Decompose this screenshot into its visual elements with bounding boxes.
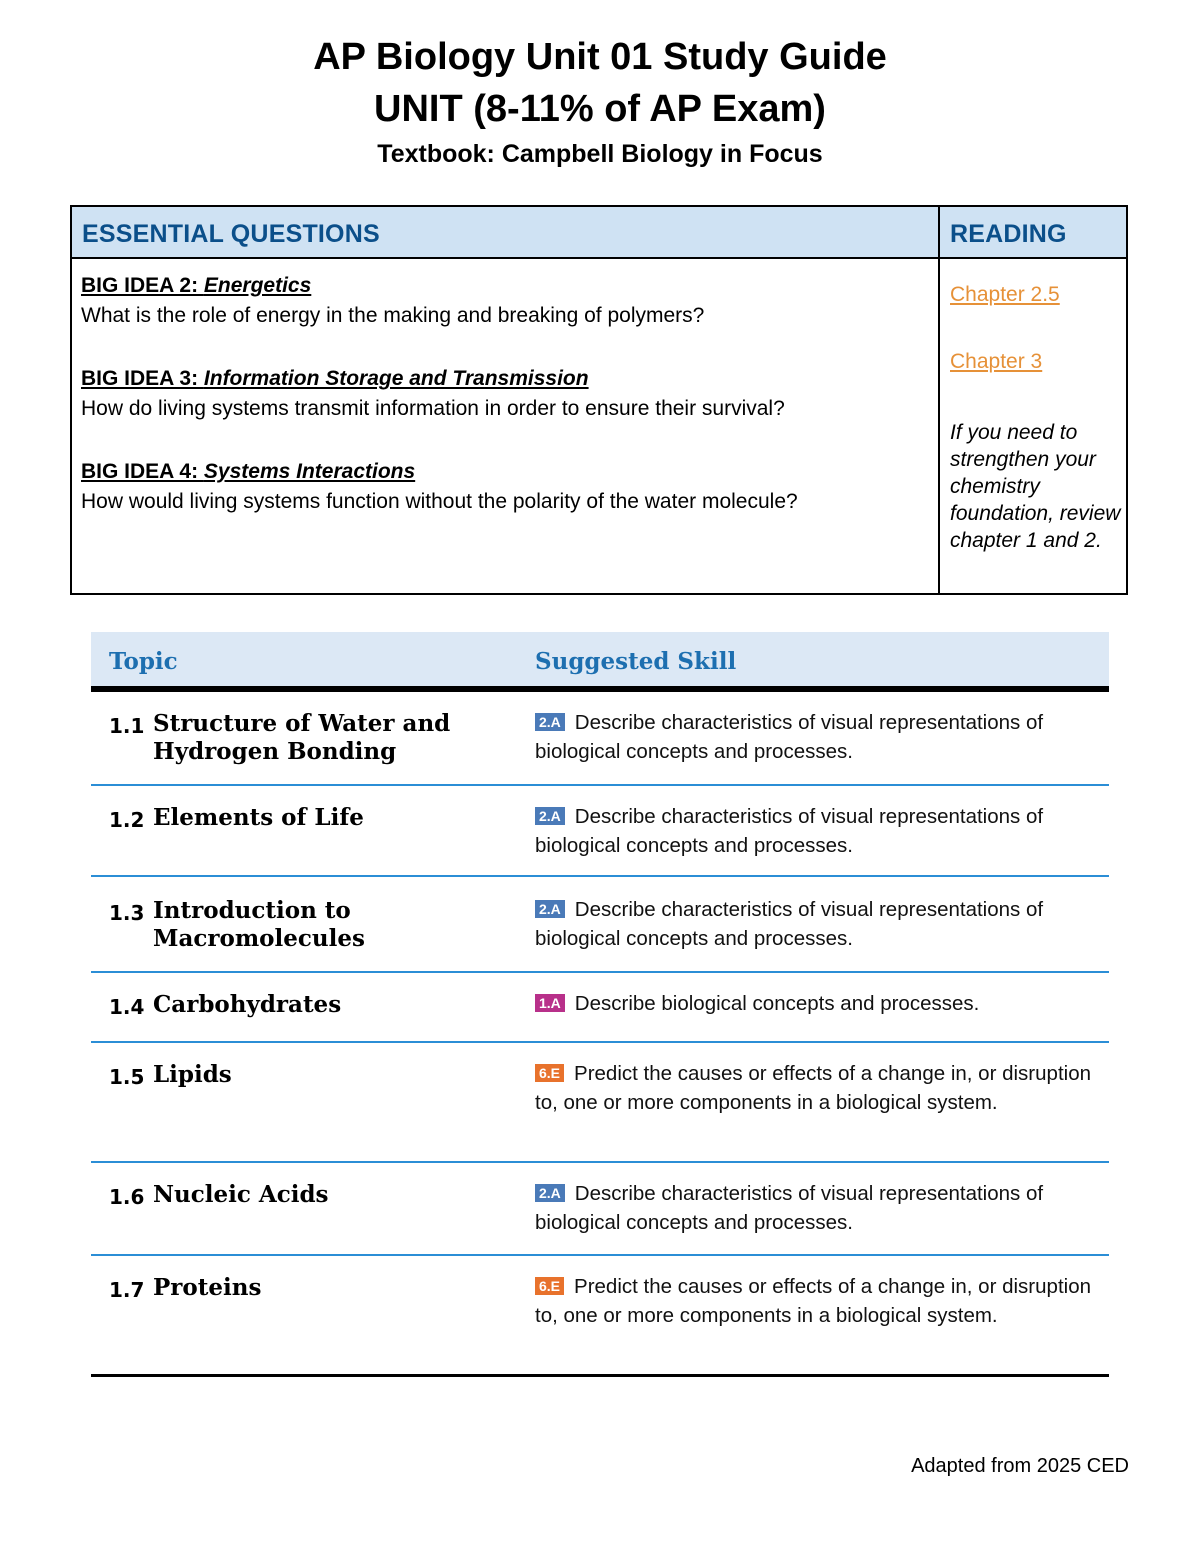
essential-questions-heading: ESSENTIAL QUESTIONS [82,220,380,248]
textbook-line: Textbook: Campbell Biology in Focus [377,140,823,168]
chapter-3-link[interactable]: Chapter 3 [950,350,1043,373]
skill-description: 2.A Describe characteristics of visual representations of biological concepts and processes. [535,1182,1044,1234]
big-idea-4 [81,457,798,517]
column-divider [938,207,940,593]
skill-description: 1.A Describe biological concepts and processes. [535,989,1109,1018]
topic-name: Lipids [153,1061,232,1088]
skill-badge: 6.E [535,1064,564,1082]
topic-name: Carbohydrates [153,991,342,1018]
page-title: AP Biology Unit 01 Study Guide [313,36,887,78]
big-idea-label: BIG IDEA 2: Energetics [81,274,312,297]
topic-table-header [91,632,1109,686]
big-idea-2 [81,271,704,331]
skill-description: 2.A Describe characteristics of visual representations of biological concepts and processes. [535,898,1044,950]
topic-number: 1.2 [109,808,145,832]
skill-badge: 2.A [535,900,565,918]
essential-questions-header [72,207,1126,259]
topic-row [91,877,1109,973]
skill-badge: 6.E [535,1277,564,1295]
topic-row [91,973,1109,1043]
unit-subtitle: UNIT (8-11% of AP Exam) [374,88,826,130]
reading-heading: READING [950,220,1067,248]
topic-number: 1.7 [109,1278,145,1302]
skill-badge: 2.A [535,807,565,825]
big-idea-label: BIG IDEA 4: Systems Interactions [81,460,416,483]
topic-name: Introduction to Macromolecules [153,897,365,952]
essential-questions-table [70,205,1128,595]
big-idea-3 [81,364,785,424]
topic-number: 1.6 [109,1185,145,1209]
topic-row [91,692,1109,786]
footer-credit: Adapted from 2025 CED [911,1455,1129,1477]
skill-description: 6.E Predict the causes or effects of a change in, or disruption to, one or more components in a biological system. [535,1275,1091,1327]
topic-number: 1.4 [109,995,145,1019]
topic-name: Structure of Water and Hydrogen Bonding [153,710,451,765]
topic-skill-table [91,632,1109,1377]
topic-name: Proteins [153,1274,262,1301]
skill-description: 2.A Describe characteristics of visual representations of biological concepts and processes. [535,711,1044,763]
skill-badge: 2.A [535,713,565,731]
topic-number: 1.5 [109,1065,145,1089]
topic-number: 1.3 [109,901,145,925]
reading-note: If you need to strengthen your chemistry foundation, review chapter 1 and 2. [950,421,1121,552]
skill-badge: 2.A [535,1184,565,1202]
big-idea-label: BIG IDEA 3: Information Storage and Transmission [81,367,589,390]
chapter-2-5-link[interactable]: Chapter 2.5 [950,283,1060,306]
big-idea-question: How do living systems transmit information in order to ensure their survival? [81,397,785,420]
skill-description: 6.E Predict the causes or effects of a change in, or disruption to, one or more components in a biological system. [535,1062,1091,1114]
topic-row [91,1256,1109,1377]
topic-name: Elements of Life [153,804,364,831]
topic-heading: Topic [109,648,178,675]
topic-row [91,786,1109,877]
suggested-skill-heading: Suggested Skill [535,648,737,675]
skill-badge: 1.A [535,994,565,1012]
topic-name: Nucleic Acids [153,1181,329,1208]
topic-number: 1.1 [109,714,145,738]
topic-row [91,1043,1109,1163]
big-idea-question: What is the role of energy in the making and breaking of polymers? [81,304,705,327]
skill-description: 2.A Describe characteristics of visual representations of biological concepts and processes. [535,805,1044,857]
big-idea-question: How would living systems function without the polarity of the water molecule? [81,490,798,513]
topic-row [91,1163,1109,1256]
